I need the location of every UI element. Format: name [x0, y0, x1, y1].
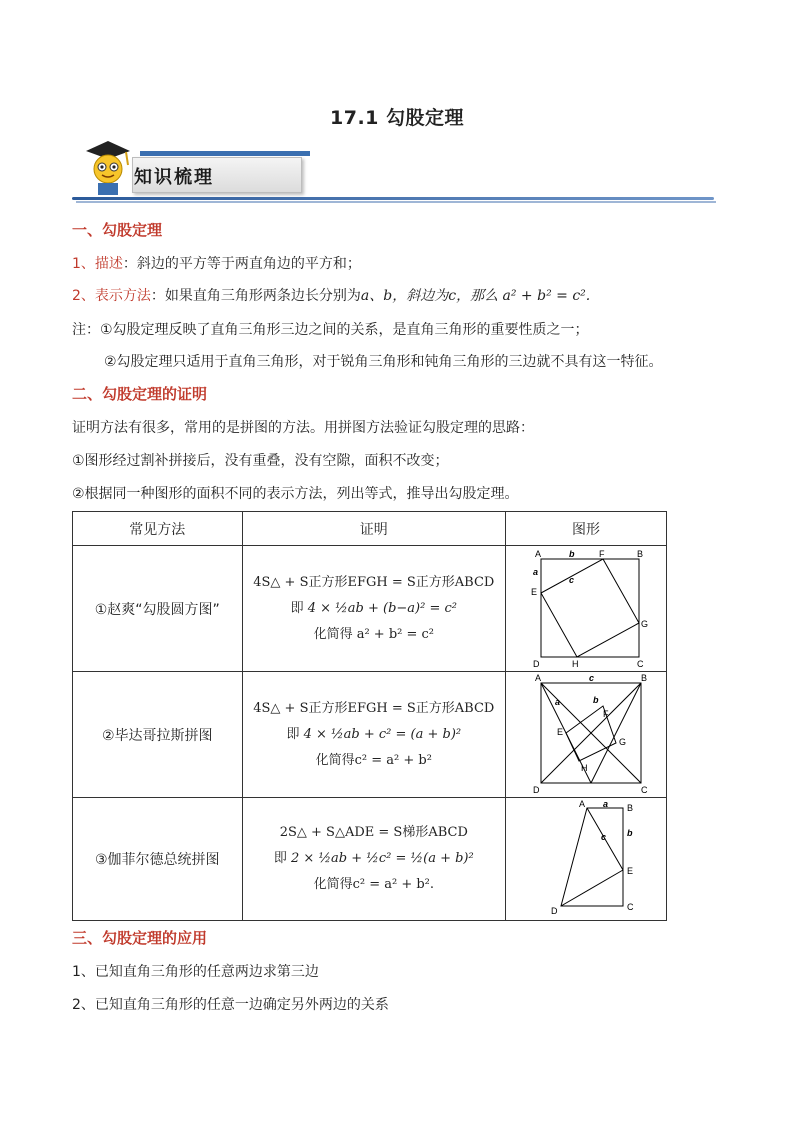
- banner-rule-shadow: [76, 201, 716, 203]
- proof-line-3: 化简得c² = a² + b²: [315, 752, 432, 768]
- label-E: E: [557, 726, 564, 737]
- definition-line: [72, 254, 361, 274]
- label-B: B: [637, 548, 644, 559]
- section-heading-3: 三、勾股定理的应用: [72, 929, 208, 947]
- proof-line-2: [244, 846, 505, 872]
- pythagoras-diagram: [511, 673, 661, 793]
- label-C: C: [627, 902, 634, 912]
- mascot-icon: [78, 137, 138, 197]
- label-c: c: [601, 832, 607, 842]
- proof-line-3: 化简得 a² + b² = c²: [313, 626, 435, 642]
- proof-equation: 2 × ½ab + ½c² = ½(a + b)²: [291, 851, 474, 866]
- zhao-shuang-diagram: [511, 547, 661, 667]
- proof-rule-2: ②根据同一种图形的面积不同的表示方法，列出等式，推导出勾股定理。: [72, 486, 519, 502]
- label-H: H: [581, 762, 588, 773]
- proof-cell: [242, 672, 506, 798]
- label-C: C: [641, 784, 648, 793]
- application-1: 1、已知直角三角形的任意两边求第三边: [72, 964, 319, 980]
- proof-cell: [242, 546, 506, 672]
- section-heading-2: 二、勾股定理的证明: [72, 385, 208, 403]
- label-F: F: [603, 708, 609, 719]
- proof-line-1: 4S△ + S正方形EFGH = S正方形ABCD: [253, 574, 495, 590]
- label-a: a: [603, 799, 609, 809]
- label-A: A: [535, 548, 542, 559]
- label-D: D: [533, 784, 540, 793]
- method-name: ②毕达哥拉斯拼图: [73, 672, 243, 798]
- figure-cell: [506, 798, 667, 921]
- garfield-diagram: [511, 798, 661, 916]
- label-G: G: [641, 618, 649, 629]
- proof-methods-table: [72, 511, 667, 921]
- section-heading-1: 一、勾股定理: [72, 221, 163, 239]
- figure-cell: [506, 672, 667, 798]
- label-c: c: [569, 574, 575, 585]
- table-row: [73, 546, 667, 672]
- label-b: b: [593, 694, 599, 705]
- label-B: B: [627, 803, 634, 813]
- table-row: [73, 672, 667, 798]
- label-b: b: [627, 828, 633, 838]
- page-title: 17.1 勾股定理: [330, 107, 464, 129]
- label-A: A: [535, 672, 542, 683]
- header-figure: 图形: [506, 512, 667, 546]
- method-name: ③伽菲尔德总统拼图: [73, 798, 243, 921]
- definition-text: ：斜边的平方等于两直角边的平方和；: [122, 256, 361, 272]
- notation-line: [72, 286, 590, 306]
- proof-prefix: 即: [286, 726, 300, 742]
- label-G: G: [619, 736, 627, 747]
- notation-text: ：如果直角三角形两条边长分别为: [150, 288, 361, 304]
- proof-intro: 证明方法有很多，常用的是拼图的方法。用拼图方法验证勾股定理的思路：: [72, 420, 534, 436]
- proof-line-3: 化简得c² = a² + b².: [313, 877, 435, 892]
- label-E: E: [627, 866, 634, 876]
- application-2: 2、已知直角三角形的任意一边确定另外两边的关系: [72, 997, 389, 1013]
- label-B: B: [641, 672, 648, 683]
- label-a: a: [533, 566, 539, 577]
- proof-rule-1: ①图形经过割补拼接后，没有重叠，没有空隙，面积不改变；: [72, 453, 449, 469]
- label-a: a: [555, 696, 561, 707]
- note-1: 注：①勾股定理反映了直角三角形三边之间的关系，是直角三角形的重要性质之一；: [72, 322, 589, 338]
- proof-cell: [242, 798, 506, 921]
- proof-equation: 4 × ½ab + (b−a)² = c²: [307, 600, 457, 616]
- header-proof: 证明: [242, 512, 506, 546]
- header-method: 常见方法: [73, 512, 243, 546]
- table-row: [73, 798, 667, 921]
- label-b: b: [569, 548, 575, 559]
- label-D: D: [533, 658, 540, 667]
- knowledge-banner: [72, 137, 722, 209]
- label-A: A: [579, 799, 586, 809]
- definition-label: 1、描述: [72, 256, 123, 272]
- figure-cell: [506, 546, 667, 672]
- table-header-row: [73, 512, 667, 546]
- label-D: D: [551, 906, 558, 916]
- note-2: ②勾股定理只适用于直角三角形，对于锐角三角形和钝角三角形的三边就不具有这一特征。: [104, 354, 663, 370]
- proof-prefix: 即: [273, 851, 287, 866]
- proof-line-2: [244, 722, 505, 748]
- proof-equation: 4 × ½ab + c² = (a + b)²: [303, 726, 462, 742]
- method-name: ①赵爽“勾股圆方图”: [73, 546, 243, 672]
- notation-label: 2、表示方法: [72, 288, 151, 304]
- proof-line-1: 4S△ + S正方形EFGH = S正方形ABCD: [253, 700, 495, 716]
- proof-prefix: 即: [290, 600, 304, 616]
- banner-label: 知识梳理: [134, 167, 214, 188]
- label-F: F: [599, 548, 605, 559]
- label-H: H: [572, 658, 579, 667]
- proof-line-2: [244, 596, 505, 622]
- label-E: E: [531, 586, 538, 597]
- label-C: C: [637, 658, 644, 667]
- banner-accent: [140, 151, 310, 156]
- proof-line-1: 2S△ + S△ADE = S梯形ABCD: [279, 825, 468, 840]
- label-c: c: [589, 672, 595, 683]
- banner-rule: [72, 197, 714, 200]
- notation-formula: a、b，斜边为c，那么 a² + b² = c².: [360, 288, 591, 304]
